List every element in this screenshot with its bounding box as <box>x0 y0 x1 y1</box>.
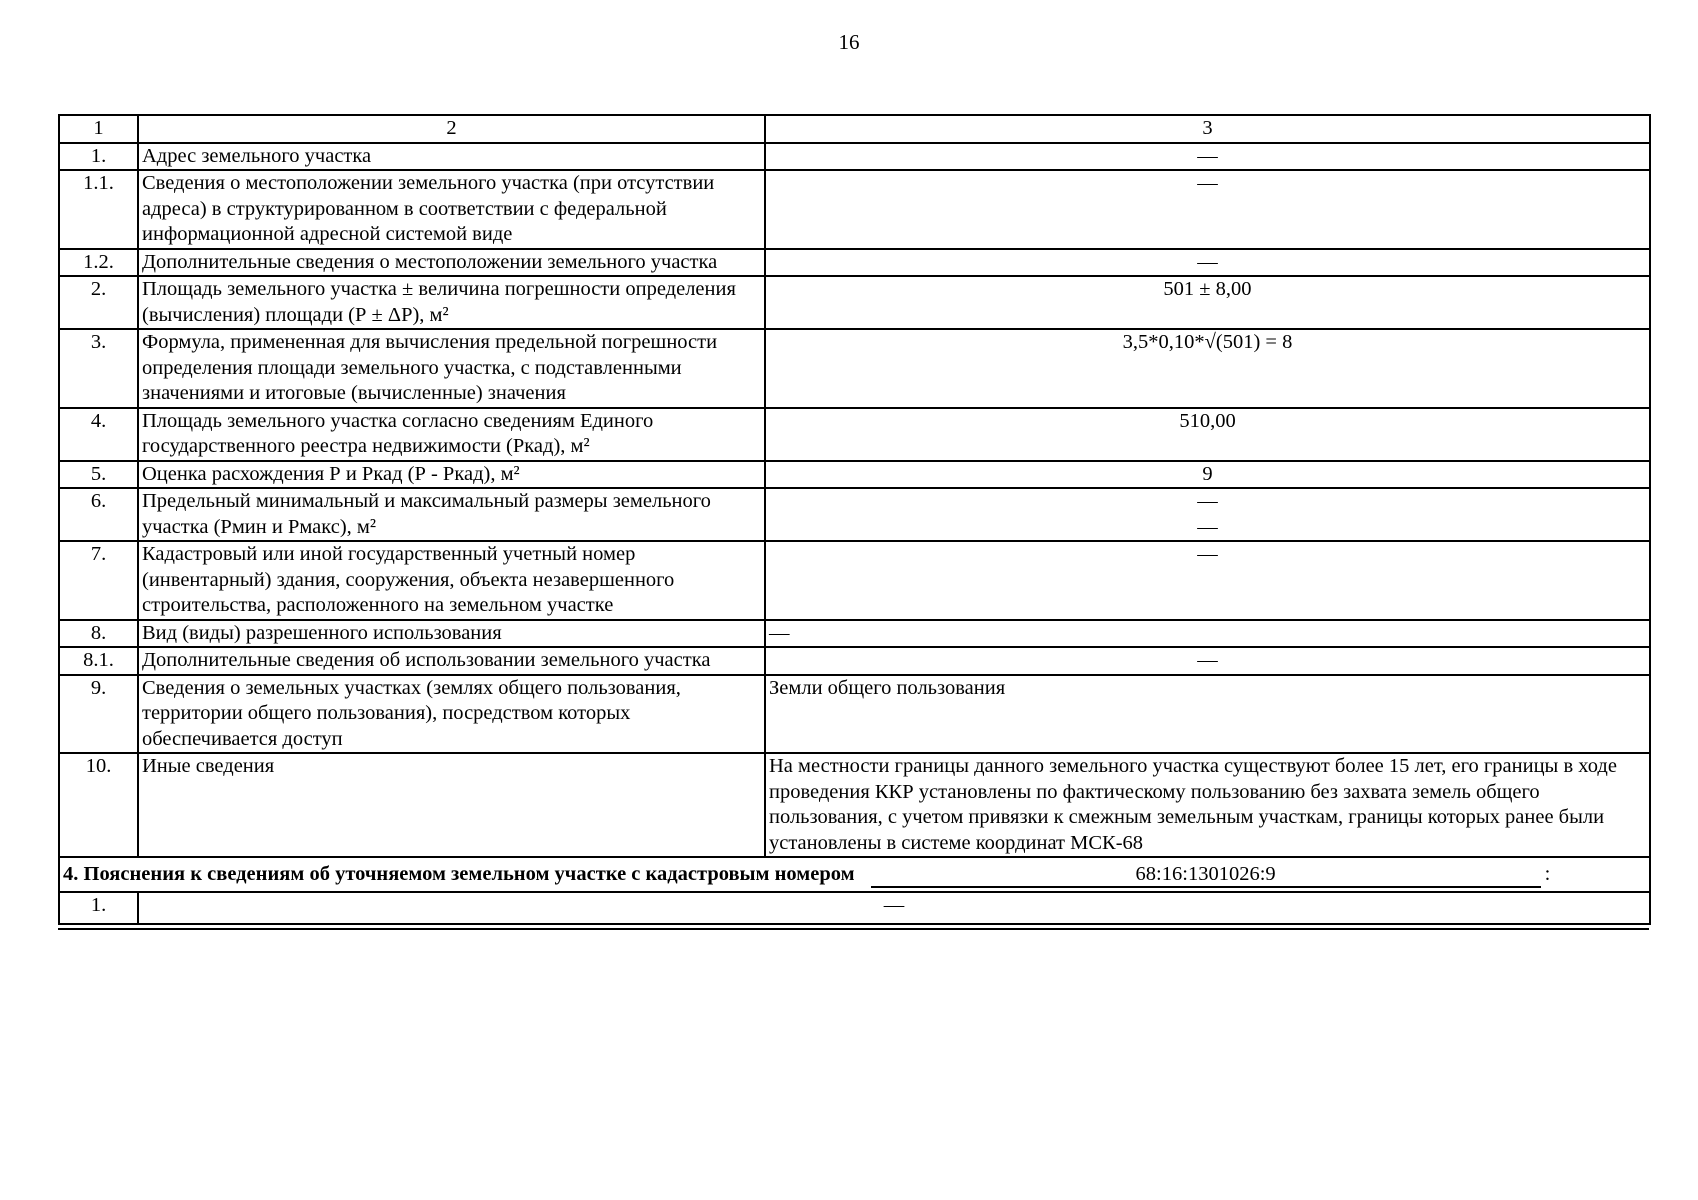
row-value: — <box>765 541 1650 620</box>
row-value: На местности границы данного земельного участка существуют более 15 лет, его границы в ходе проведения ККР установлены по фактическому пользованию без захвата земель общего пользования, с учетом привязки к смежным земельным участкам, границы которых ранее были установлены в системе координат МСК-68 <box>765 753 1650 857</box>
table-row <box>59 249 1650 277</box>
row-label: Оценка расхождения Р и Ркад (Р - Ркад), м² <box>138 461 765 489</box>
row-number: 9. <box>59 675 138 754</box>
row-value: — <box>765 620 1650 648</box>
row-label: Площадь земельного участка ± величина погрешности определения (вычисления) площади (Р ± ΔР), м² <box>138 276 765 329</box>
row-number: 8.1. <box>59 647 138 675</box>
row-label: Иные сведения <box>138 753 765 857</box>
table-row <box>59 647 1650 675</box>
table-row <box>59 408 1650 461</box>
row-label: Формула, примененная для вычисления предельной погрешности определения площади земельного участка, с подставленными значениями и итоговые (вычисленные) значения <box>138 329 765 408</box>
header-col-2: 2 <box>138 115 765 143</box>
row-number: 4. <box>59 408 138 461</box>
row-label: Дополнительные сведения об использовании земельного участка <box>138 647 765 675</box>
row-number: 1. <box>59 143 138 171</box>
row-label: Дополнительные сведения о местоположении земельного участка <box>138 249 765 277</box>
table-row <box>59 892 1650 924</box>
table-row <box>59 170 1650 249</box>
row-label: Предельный минимальный и максимальный размеры земельного участка (Рмин и Рмакс), м² <box>138 488 765 541</box>
row-value-min-max <box>765 488 1650 541</box>
row-label: Сведения о местоположении земельного участка (при отсутствии адреса) в структурированном в соответствии с федеральной информационной адресной системой виде <box>138 170 765 249</box>
row-value: — <box>765 143 1650 171</box>
table-row <box>59 143 1650 171</box>
row-label: Вид (виды) разрешенного использования <box>138 620 765 648</box>
table-header-row <box>59 115 1650 143</box>
row-number: 5. <box>59 461 138 489</box>
header-col-1: 1 <box>59 115 138 143</box>
row-value: — <box>765 647 1650 675</box>
row-label: Площадь земельного участка согласно сведениям Единого государственного реестра недвижимости (Ркад), м² <box>138 408 765 461</box>
row-number: 6. <box>59 488 138 541</box>
row-number: 1.1. <box>59 170 138 249</box>
table-row <box>59 753 1650 857</box>
row-number: 8. <box>59 620 138 648</box>
table-row <box>59 488 1650 541</box>
table-row <box>59 675 1650 754</box>
row-label: Адрес земельного участка <box>138 143 765 171</box>
row-label: Кадастровый или иной государственный учетный номер (инвентарный) здания, сооружения, объекта незавершенного строительства, расположенного на земельном участке <box>138 541 765 620</box>
table-row <box>59 276 1650 329</box>
row-value: — <box>765 170 1650 249</box>
row-number: 1.2. <box>59 249 138 277</box>
row-value: 501 ± 8,00 <box>765 276 1650 329</box>
table-row <box>59 461 1650 489</box>
row-number: 7. <box>59 541 138 620</box>
section-4-cell <box>59 857 1650 892</box>
row-number: 1. <box>59 892 138 924</box>
row-value: 3,5*0,10*√(501) = 8 <box>765 329 1650 408</box>
row-number: 10. <box>59 753 138 857</box>
row-value-min: — <box>1197 490 1218 512</box>
row-number: 2. <box>59 276 138 329</box>
section-4-header <box>59 857 1650 892</box>
table-row <box>59 541 1650 620</box>
section-4-title: 4. Пояснения к сведениям об уточняемом земельном участке с кадастровым номером <box>63 863 855 885</box>
cadastral-info-table <box>58 114 1651 925</box>
row-value: — <box>765 249 1650 277</box>
row-value: — <box>138 892 1650 924</box>
header-col-3: 3 <box>765 115 1650 143</box>
row-label: Сведения о земельных участках (землях общего пользования, территории общего пользования), посредством которых обеспечивается доступ <box>138 675 765 754</box>
row-number: 3. <box>59 329 138 408</box>
row-value: Земли общего пользования <box>765 675 1650 754</box>
table-row <box>59 620 1650 648</box>
table-bottom-rule <box>58 928 1649 930</box>
row-value-max: — <box>1197 515 1218 538</box>
section-4-colon: : <box>1544 863 1551 885</box>
cadastral-number: 68:16:1301026:9 <box>871 862 1541 888</box>
page-number: 16 <box>838 30 860 54</box>
row-value: 9 <box>765 461 1650 489</box>
table-row <box>59 329 1650 408</box>
row-value: 510,00 <box>765 408 1650 461</box>
